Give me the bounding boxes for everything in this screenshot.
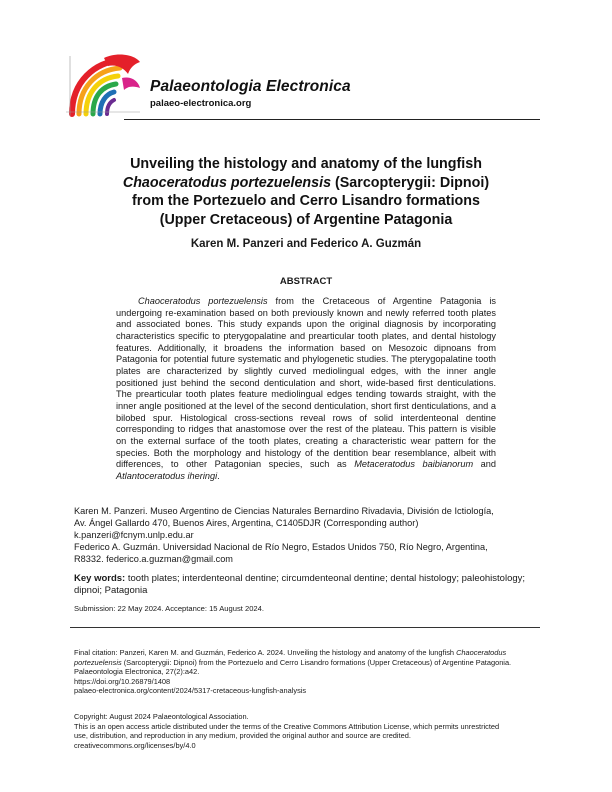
affiliation-line: R8332. federico.a.guzman@gmail.com [74,554,233,565]
article-authors: Karen M. Panzeri and Federico A. Guzmán [190,238,422,250]
final-citation [74,648,544,696]
license-line: use, distribution, and reproduction in any medium, provided the original author and source are credited. [74,731,411,741]
citation-url-link[interactable]: palaeo-electronica.org/content/2024/5317-cretaceous-lungfish-analysis [74,686,307,696]
abstract-species-a: Metaceratodus baibianorum [354,459,474,470]
citation-species: Chaoceratodus [456,648,507,657]
citation-line-2-rest: (Sarcopterygii: Dipnoi) from the Portezuelo and Cerro Lisandro formations (Upper Cretaceous) of Argentine Patagonia. [121,657,512,667]
license-link[interactable]: creativecommons.org/licenses/by/4.0 [74,740,196,750]
citation-line-1 [74,648,544,658]
title-species: Chaoceratodus portezuelensis [122,174,332,191]
keywords-text: tooth plates; interdenteonal dentine; circumdenteonal dentine; dental histology; paleohistology; dipnoi; Patagonia [74,573,526,597]
abstract-text: from the Cretaceous of Argentine Patagonia is undergoing re-examination based on both previously known and newly referred tooth plates and associated bones. This study expands upon the original diagnosis by incorporating characteristics specific to pterygopalatine and prearticular tooth plates, and dental histology features. Additionally, it broadens the information based on Mesozoic dipnoans from Patagonia for potential future systematic and phylogenetic studies. The pterygopalatine tooth plates are characterized by slightly curved mediolingual edges, with the inner angle positioned just behind the second denticulation and short, wide-based first denticulations. The prearticular tooth plates feature mediolingual edges tending towards straight, with the inner angle positioned at the level of the second denticulation, short first denticulations, and a bilobed spur. Histological cross-sections reveal rows of solid interdenteonal dentine corresponding to ridges that anastomose over the rest of the plateau. This pattern is visible on the external surface of the tooth plates, creating a characteristic wear pattern for the species. Both the morphology and histology of the dentition bear resemblance, albeit with differences, to other Patagonian species, such as [116,296,497,470]
keywords-label: Key words: [74,573,126,584]
abstract-species-b: Atlantoceratodus iheringi [116,470,218,481]
author-email[interactable]: k.panzeri@fcnym.unlp.edu.ar [74,530,194,541]
journal-logo [64,52,142,118]
title-line-3: from the Portezuelo and Cerro Lisandro formations [132,193,480,209]
journal-name: Palaeontologia Electronica [150,78,351,95]
abstract-species: Chaoceratodus portezuelensis [138,296,268,306]
copyright-line: Copyright: August 2024 Palaeontological Association. [74,712,249,721]
affiliation-line: Karen M. Panzeri. Museo Argentino de Ciencias Naturales Bernardino Rivadavia, División de Ictiología, [74,506,494,516]
header-divider [124,119,540,120]
keywords [74,573,544,597]
affiliation-line: Av. Ángel Gallardo 470, Buenos Aires, Argentina, C1405DJR (Corresponding author) [74,518,419,529]
abstract-conj: and [473,459,497,470]
affiliation-line: Federico A. Guzmán. Universidad Nacional de Río Negro, Estados Unidos 750, Río Negro, Argentina, [74,542,488,553]
journal-url[interactable]: palaeo-electronica.org [150,98,252,109]
citation-prefix: Final citation: Panzeri, Karen M. and Guzmán, Federico A. 2024. Unveiling the histology and anatomy of the lungfish [74,648,457,657]
license-line: This is an open access article distributed under the terms of the Creative Commons Attribution License, which permits unrestricted [74,721,500,731]
citation-species-2: portezuelensis [74,657,122,667]
article-title [80,155,532,229]
citation-line-2 [74,658,544,668]
citation-doi-link[interactable]: https://doi.org/10.26879/1408 [74,676,171,686]
abstract-end: . [217,470,220,481]
citation-line-3: Palaeontologia Electronica, 27(2):a42. [74,667,200,677]
author-affiliations [74,505,544,565]
title-line-4: (Upper Cretaceous) of Argentine Patagonia [159,211,453,228]
abstract-heading: ABSTRACT [279,276,333,287]
copyright-notice [74,712,544,750]
logo-fin-shape [122,77,140,90]
abstract-body [116,296,496,483]
footer-divider [70,627,540,628]
title-line-2 [80,174,532,193]
submission-dates: Submission: 22 May 2024. Acceptance: 15 August 2024. [74,604,264,613]
title-line-1: Unveiling the histology and anatomy of the lungfish [130,156,482,172]
title-line-2-rest: (Sarcopterygii: Dipnoi) [331,174,490,191]
